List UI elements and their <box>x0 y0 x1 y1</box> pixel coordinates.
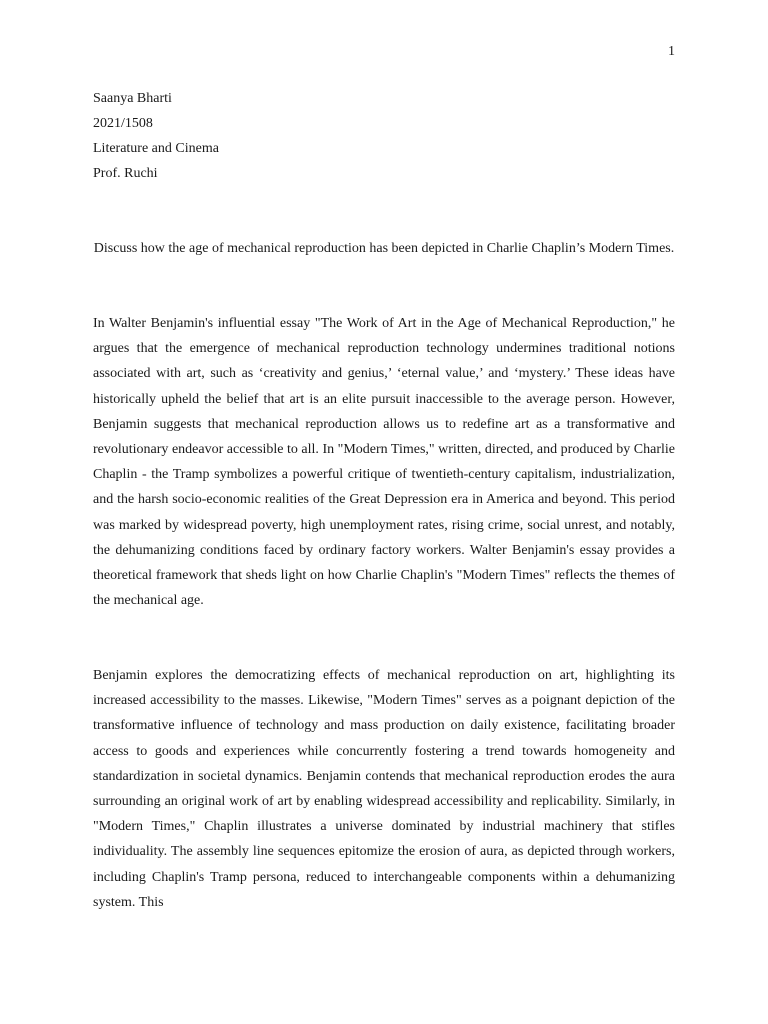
professor-name: Prof. Ruchi <box>93 166 158 181</box>
course-name: Literature and Cinema <box>93 141 219 156</box>
author-name: Saanya Bharti <box>93 91 172 106</box>
author-header <box>93 86 219 186</box>
essay-title: Discuss how the age of mechanical reproduction has been depicted in Charlie Chaplin’s Modern Times. <box>93 241 675 256</box>
roll-number: 2021/1508 <box>93 116 153 131</box>
paragraph-1: In Walter Benjamin's influential essay "The Work of Art in the Age of Mechanical Reproduction," he argues that the emergence of mechanical reproduction technology undermines traditional notions associated with art, such as ‘creativity and genius,’ ‘eternal value,’ and ‘mystery.’ These ideas have historically upheld the belief that art is an elite pursuit inaccessible to the average person. However, Benjamin suggests that mechanical reproduction allows us to redefine art as a transformative and revolutionary endeavor accessible to all. In "Modern Times," written, directed, and produced by Charlie Chaplin - the Tramp symbolizes a powerful critique of twentieth-century capitalism, industrialization, and the harsh socio-economic realities of the Great Depression era in America and beyond. This period was marked by widespread poverty, high unemployment rates, rising crime, social unrest, and notably, the dehumanizing conditions faced by ordinary factory workers. Walter Benjamin's essay provides a theoretical framework that sheds light on how Charlie Chaplin's "Modern Times" reflects the themes of the mechanical age. <box>93 316 675 609</box>
page-number: 1 <box>668 44 675 59</box>
paragraph-2: Benjamin explores the democratizing effects of mechanical reproduction on art, highlighting its increased accessibility to the masses. Likewise, "Modern Times" serves as a poignant depiction of the transformative influence of technology and mass production on daily existence, facilitating broader access to goods and experiences while concurrently fostering a trend towards homogeneity and standardization in societal dynamics. Benjamin contends that mechanical reproduction erodes the aura surrounding an original work of art by enabling widespread accessibility and replicability. Similarly, in "Modern Times," Chaplin illustrates a universe dominated by industrial machinery that stifles individuality. The assembly line sequences epitomize the erosion of aura, as depicted through workers, including Chaplin's Tramp persona, reduced to interchangeable components within a dehumanizing system. This <box>93 668 675 910</box>
